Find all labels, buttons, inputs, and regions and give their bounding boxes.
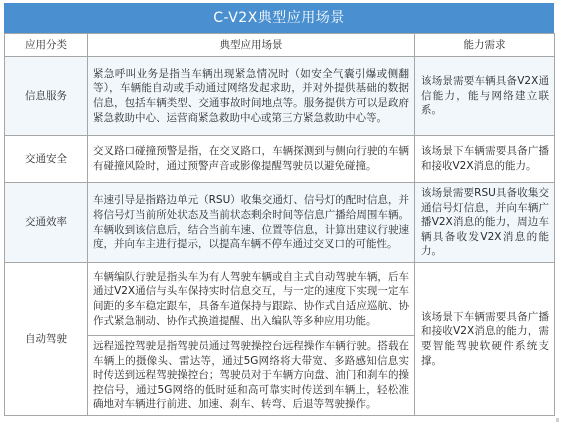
row-scenario-remote-driving: 远程遥控驾驶是指驾驶员通过驾驶操控台远程操作车辆行驶。搭载在车辆上的摄像头、雷达等，通过5G网络将大带宽、多路感知信息实时传送到远程驾驶操控台；驾驶员对于车辆方向盘、油门和刹车的操控信号，通过5G网络的低时延和高可靠实时传送到车辆上，轻松准确地对车辆进行前进、加速、刹车、转弯、后退等驾驶操作。	[88, 336, 415, 416]
header-requirement: 能力需求	[415, 34, 555, 57]
table-title: C-V2X典型应用场景	[4, 3, 554, 33]
row-requirement: 该场景下车辆需要具备广播和接收V2X消息的能力。	[415, 136, 555, 183]
table-header-row	[5, 34, 555, 57]
row-requirement: 该场景需要RSU具备收集交通信号灯信息，并向车辆广播V2X消息的能力，周边车辆具备收发V2X消息的能力。	[415, 183, 555, 263]
row-category: 自动驾驶	[5, 263, 88, 416]
row-scenario: 交叉路口碰撞预警是指，在交叉路口，车辆探测到与侧向行驶的车辆有碰撞风险时，通过预警声音或影像提醒驾驶员以避免碰撞。	[88, 136, 415, 183]
table-row	[5, 263, 555, 336]
scenario-table-container	[4, 3, 554, 416]
row-category: 交通安全	[5, 136, 88, 183]
header-category: 应用分类	[5, 34, 88, 57]
row-scenario-platooning: 车辆编队行驶是指头车为有人驾驶车辆或自主式自动驾驶车辆，后车通过V2X通信与头车保持实时信息交互，与一定的速度下实现一定车间距的多车稳定跟车，具备车道保持与跟踪、协作式自适应巡航、协作式紧急制动、协作式换道提醒、出入编队等多种应用功能。	[88, 263, 415, 336]
header-scenario: 典型应用场景	[88, 34, 415, 57]
table-row	[5, 57, 555, 136]
row-scenario: 紧急呼叫业务是指当车辆出现紧急情况时（如安全气囊引爆或侧翻等），车辆能自动或手动通过网络发起求助，并对外提供基础的数据信息，包括车辆类型、交通事故时间地点等。服务提供方可以是政府紧急救助中心、运营商紧急救助中心或第三方紧急救助中心等。	[88, 57, 415, 136]
row-category: 信息服务	[5, 57, 88, 136]
row-requirement: 该场景需要车辆具备V2X通信能力，能与网络建立联系。	[415, 57, 555, 136]
table-row	[5, 183, 555, 263]
row-category: 交通效率	[5, 183, 88, 263]
scroll-marker	[556, 418, 559, 422]
row-requirement: 该场景下车辆需要具备广播和接收V2X消息的能力，需要智能驾驶软硬件系统支撑。	[415, 263, 555, 416]
table-row	[5, 136, 555, 183]
scenario-table	[4, 33, 555, 416]
row-scenario: 车速引导是指路边单元（RSU）收集交通灯、信号灯的配时信息，并将信号灯当前所处状态及当前状态剩余时间等信息广播给周围车辆。车辆收到该信息后，结合当前车速、位置等信息，计算出建议行驶速度，并向车主进行提示，以提高车辆不停车通过交叉口的可能性。	[88, 183, 415, 263]
